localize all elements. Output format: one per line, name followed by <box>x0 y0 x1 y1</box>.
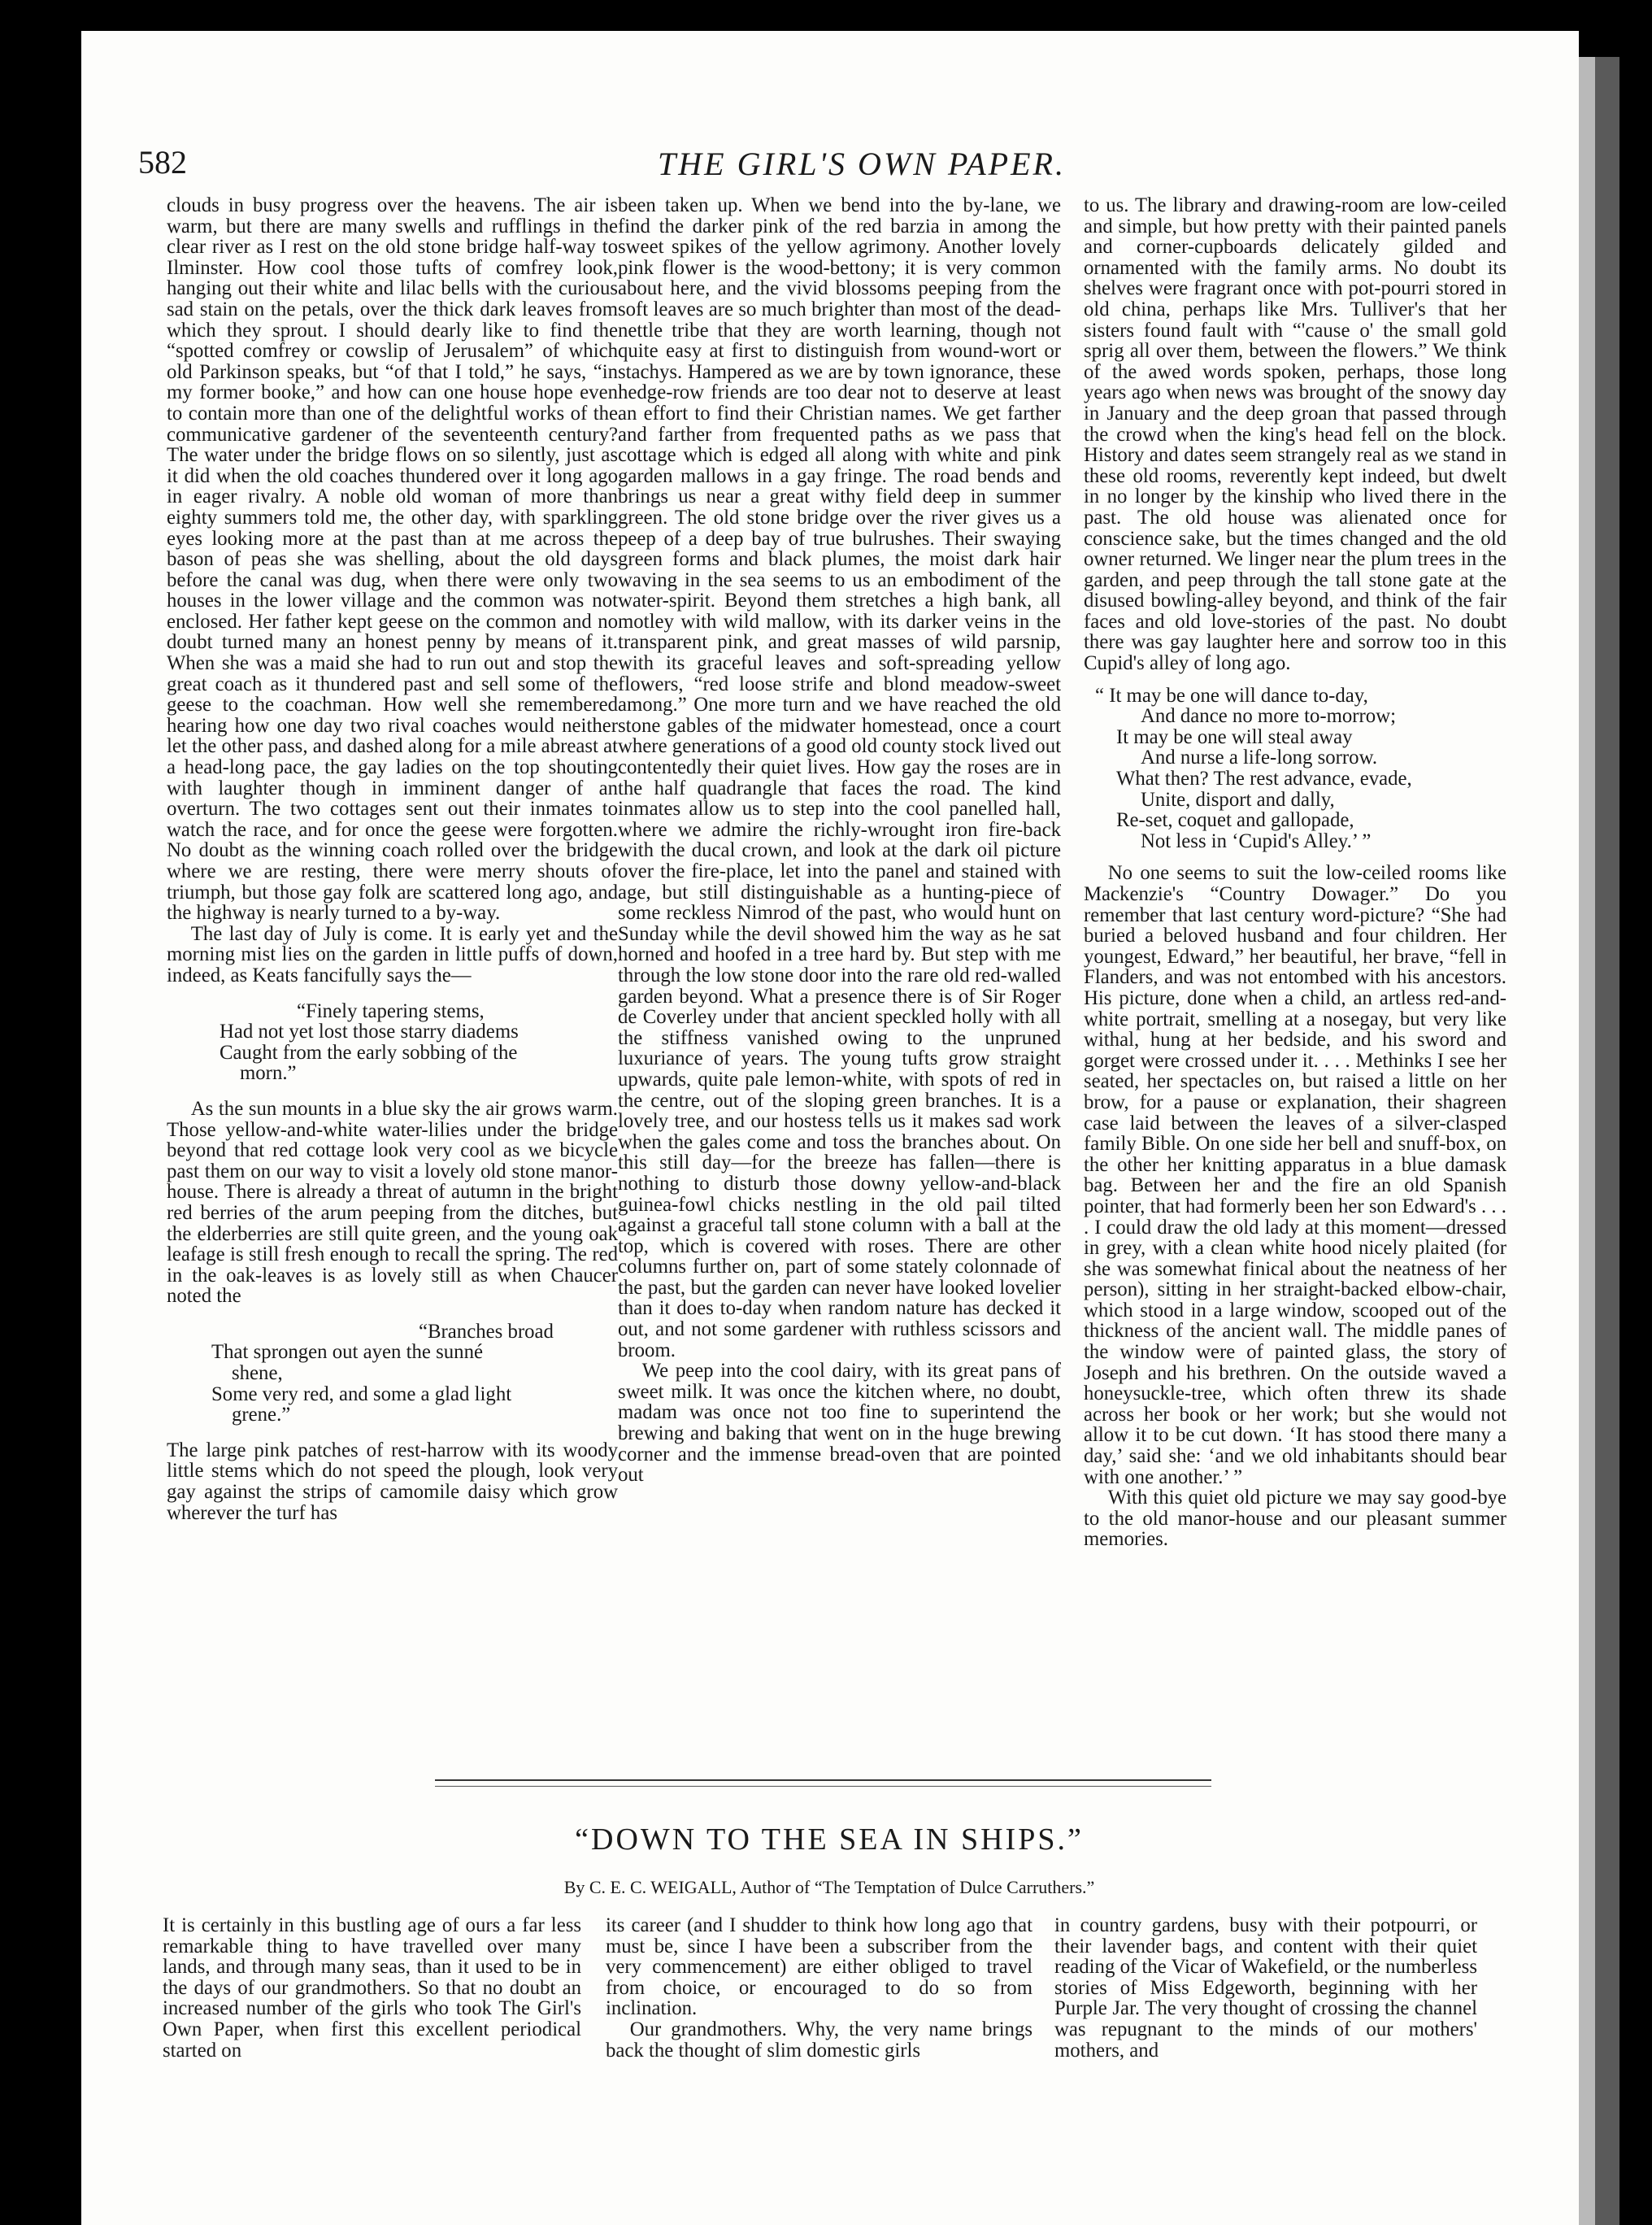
verse-line: Unite, disport and dally, <box>1141 788 1335 811</box>
verse-line: “Finely tapering stems, <box>297 999 485 1022</box>
verse-line: That sprongen out ayen the sunné <box>211 1341 483 1364</box>
verse-line: It may be one will steal away <box>1116 725 1353 748</box>
paragraph: Our grandmothers. Why, the very name brings back the thought of slim domestic girls <box>606 2018 1032 2062</box>
page-number: 582 <box>138 144 187 181</box>
verse-line: “ It may be one will dance to-day, <box>1095 684 1368 707</box>
verse-line: Not less in ‘Cupid's Alley.’ ” <box>1141 829 1372 852</box>
article-title: “DOWN TO THE SEA IN SHIPS.” <box>575 1822 1084 1857</box>
verse-quote <box>167 1322 618 1426</box>
paragraph: No one seems to suit the low-ceiled rooms like Mackenzie's “Country Dowager.” Do you remember that last century word-picture? “She had buried a beloved husband and four children. Her youngest, Edward,” her beautiful, her brave, “fell in Flanders, and was not entombed with his ancestors. His picture, done when a child, an artless red-and-white portrait, smelling at a nosegay, but very like withal, hung at her bedside, and his sword and gorget were crossed under it. . . . Methinks I see her seated, her spectacles on, but raised a little on her brow, for a pause or explanation, their shagreen case laid between the leaves of a silver-clasped family Bible. On one side her bell and snuff-box, on the other her knitting apparatus in a blue damask bag. Between her and the fire an old Spanish pointer, that had formerly been her son Edward's . . . . I could draw the old lady at this moment—dressed in grey, with a clean white hood nicely plaited (for she was somewhat finical about the neatness of her person), sitting in her straight-backed elbow-chair, which stood in a large window, scooped out of the thickness of the ancient wall. The middle panes of the window were of painted glass, the story of Joseph and his brethren. On the outside waved a honeysuckle-tree, which often threw its shade across her book or her work; but she would not allow it to be cut down. ‘It has stood there many a day,’ said she: ‘and we old inhabitants should bear with one another.’ ” <box>1084 862 1506 1488</box>
paragraph: With this quiet old picture we may say good-bye to the old manor-house and our pleasant summer memories. <box>1084 1487 1506 1551</box>
paragraph: It is certainly in this bustling age of ours a far less remarkable thing to have travelled over many lands, and through many seas, than it used to be in the days of our grandmothers. So that no doubt an increased number of the girls who took The Girl's Own Paper, when first this excellent periodical started on <box>163 1914 581 2062</box>
running-title: THE GIRL'S OWN PAPER. <box>658 146 1066 182</box>
paragraph: to us. The library and drawing-room are low-ceiled and simple, but how pretty with their painted panels and corner-cupboards delicately gilded and ornamented with the family arms. No doubt its shelves were fragrant once with pot-pourri stored in old china, perhaps like Mrs. Tulliver's that her sisters found fault with “'cause o' the small gold sprig all over them, between the flowers.” We think of the awed words spoken, perhaps, those long years ago when news was brought of the snowy day in January and the deep groan that passed through the crowd when the king's head fell on the block. History and dates seem strangely real as we stand in these old rooms, reverently kept indeed, but dwelt in no longer by the kinship who lived there in the past. The old house was alienated once for conscience sake, but the times changed and the old owner returned. We linger near the plum trees in the garden, and peep through the tall stone gate at the disused bowling-alley beyond, and think of the fair faces and old love-stories of the past. No doubt there was gay laughter here and sorrow too in this Cupid's alley of long ago. <box>1084 194 1506 675</box>
verse-quote <box>1084 686 1506 852</box>
verse-line: Had not yet lost those starry diadems <box>220 1021 519 1043</box>
article2-column-3 <box>1054 1915 1477 2061</box>
paragraph: The large pink patches of rest-harrow with its woody little stems which do not speed the plough, look very gay against the strips of camomile daisy which grow wherever the turf has <box>167 1439 618 1524</box>
page-edge-shadow <box>1595 57 1619 2225</box>
verse-line: Some very red, and some a glad light <box>211 1382 512 1405</box>
verse-line: And dance no more to-morrow; <box>1141 705 1397 728</box>
article1-column-1 <box>167 195 618 1523</box>
paragraph: The last day of July is come. It is early yet and the morning mist lies on the garden in little puffs of down, indeed, as Keats fancifully says the— <box>167 922 618 986</box>
verse-line: Caught from the early sobbing of the <box>220 1041 518 1064</box>
paragraph: As the sun mounts in a blue sky the air grows warm. Those yellow-and-white water-lilies under the bridge beyond that red cottage look very cool as we bicycle past them on our way to visit a lovely old stone manor-house. There is already a threat of autumn in the bright red berries of the arum peeping from the ditches, but the elderberries are still quite green, and the young oak leafage is still fresh enough to recall the spring. The red in the oak-leaves is as lovely still as when Chaucer noted the <box>167 1097 618 1308</box>
verse-line: “Branches broad <box>419 1320 554 1343</box>
paragraph: its career (and I shudder to think how long ago that must be, since I have been a subscriber from the very commencement) are either obliged to travel from choice, or encouraged to do so from inclination. <box>606 1914 1032 2020</box>
verse-line: grene.” <box>232 1404 291 1426</box>
page-edge <box>1579 57 1595 2225</box>
article2-column-1 <box>163 1915 581 2061</box>
verse-quote <box>167 1001 618 1084</box>
paragraph: We peep into the cool dairy, with its great pans of sweet milk. It was once the kitchen where, no doubt, madam was once not too fine to superintend the brewing and baking that went on in the huge brewing corner and the immense bread-oven that are pointed out <box>618 1360 1061 1487</box>
paragraph: been taken up. When we bend into the by-lane, we find the darker pink of the red barzia in among the sweet spikes of the yellow agrimony. Another lovely pink flower is the wood-bettony; it is very common about here, and the vivid blossoms peeping from the soft leaves are so much brighter than most of the dead-nettle tribe that they are worth learning, though not quite easy at first to distinguish from wound-wort or stachys. Hampered as we are by town ignorance, these hedge-row friends are too dear not to deserve at least an effort to find their Christian names. We get farther and farther from frequented paths as we pass that cottage which is edged all along with white and pink garden mallows in a gay fringe. The road bends and brings us near a great withy field deep in summer green. The old stone bridge over the river gives us a peep of a deep bay of true bulrushes. Their swaying green forms and black plumes, the moist dark hair waving in the sea seems to us an embodiment of the water-spirit. Beyond them stretches a high bank, all motley with wild mallow, with its darker veins in the transparent pink, and great masses of wild parsnip, with its graceful leaves and soft-spreading yellow flowers, “red loose strife and blond meadow-sweet among.” One more turn and we have reached the old stone gables of the midwater homestead, once a court where generations of a good old county stock lived out contentedly their quiet lives. How gay the roses are in the half quadrangle that faces the road. The kind inmates allow us to step into the cool panelled hall, where we admire the richly-wrought iron fire-back with the ducal crown, and look at the dark oil picture over the fire-place, let into the panel and stained with age, but still distinguishable as a hunting-piece of some reckless Nimrod of the past, who would hunt on Sunday while the devil showed him the way as he sat horned and hoofed in a tree hard by. But step with me through the low stone door into the rare old red-walled garden beyond. What a presence there is of Sir Roger de Coverley under that ancient speckled holly with all the stiffness vanished owing to the unpruned luxuriance of years. The young tufts grow straight upwards, quite pale lemon-white, with spots of red in the centre, out of the sloping green branches. It is a lovely tree, and our hostess tells us it makes sad work when the gales come and toss the branches about. On this still day—for the breeze has fallen—there is nothing to disturb those downy yellow-and-black guinea-fowl chicks nestling in the old pail tilted against a graceful tall stone column with a ball at the top, which is covered with roses. There are other columns further on, part of some stately colonnade of the past, but the garden can never have looked lovelier than it does to-day when random nature has decked it out, and not some gardener with ruthless scissors and broom. <box>618 194 1061 1361</box>
paragraph: in country gardens, busy with their potpourri, or their lavender bags, and content with their quiet reading of the Vicar of Wakefield, or the numberless stories of Miss Edgeworth, beginning with her Purple Jar. The very thought of crossing the channel was repugnant to the minds of our mothers' mothers, and <box>1054 1914 1477 2062</box>
article1-column-2 <box>618 195 1061 1486</box>
verse-line: shene, <box>232 1362 283 1385</box>
verse-line: Re-set, coquet and gallopade, <box>1116 809 1354 832</box>
verse-line: morn.” <box>240 1062 297 1085</box>
byline: By C. E. C. WEIGALL, Author of “The Temptation of Dulce Carruthers.” <box>563 1877 1095 1897</box>
article2-column-2 <box>606 1915 1032 2061</box>
section-divider <box>435 1779 1211 1789</box>
article1-column-3 <box>1084 195 1506 1550</box>
verse-line: And nurse a life-long sorrow. <box>1141 747 1378 769</box>
verse-line: What then? The rest advance, evade, <box>1116 768 1412 790</box>
paragraph: clouds in busy progress over the heavens. The air is warm, but there are many swells and rufflings in the clear river as I rest on the old stone bridge half-way to Ilminster. How cool those tufts of comfrey look, hanging out their white and lilac bells with the curious sad stain on the petals, over the thick dark leaves from which they sprout. I should dearly like to find the “spotted comfrey or cowslip of Jerusalem” of which old Parkinson speaks, but “of that I told,” he says, “in my former booke,” and how can one house hope even to contain more than one of the delightful works of the communicative gardener of the seventeenth century? The water under the bridge flows on so silently, just as it did when the old coaches thundered over it long ago in eager rivalry. A noble old woman of more than eighty summers told me, the other day, with sparkling eyes looking more at the past than at me across the bason of peas she was shelling, about the old days before the canal was dug, when there were only two houses in the lower village and the common was not enclosed. Her father kept geese on the common and no doubt turned many an honest penny by means of it. When she was a maid she had to run out and stop the great coach as it thundered past and sell some of the geese to the coachman. How well she remembered hearing how one day two rival coaches would neither let the other pass, and dashed along for a mile abreast at a head-long pace, the gay ladies on the top shouting with laughter though in imminent danger of an overturn. The two cottages sent out their inmates to watch the race, and for once the geese were forgotten. No doubt as the winning coach rolled over the bridge where we are resting, there were merry shouts of triumph, but those gay folk are scattered long ago, and the highway is nearly turned to a by-way. <box>167 194 618 925</box>
